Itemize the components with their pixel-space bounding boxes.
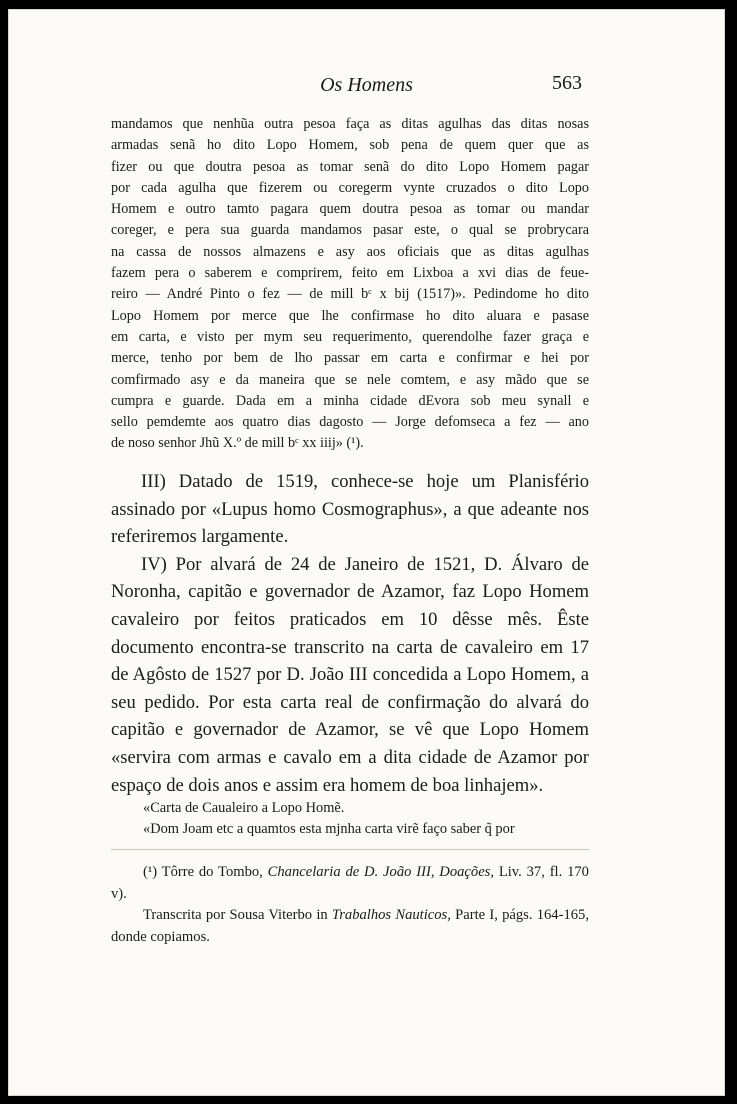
- page-number: 563: [552, 72, 582, 94]
- quote-line: reiro — André Pinto o fez — de mill bᶜ x bij (1517)». Pedindome ho dito: [111, 286, 589, 303]
- quote-line: por cada agulha que fizerem ou coregerm vynte cruzados o dito Lopo: [111, 179, 589, 196]
- footnote-divider: [111, 849, 589, 850]
- paragraph-iv: IV) Por alvará de 24 de Janeiro de 1521, D. Álvaro de Noronha, capitão e governador de Azamor, faz Lopo Homem cavaleiro por feitos praticados em 10 dêsse mês. Êste documento encontra-se transcrito na carta de cavaleiro em 17 de Agôsto de 1527 por D. João III concedida a Lopo Homem, a seu pedido. Por esta carta real de confirmação do alvará do capitão e governador de Azamor, se vê que Lopo Homem «servira com armas e cavalo em a dita cidade de Azamor por espaço de dois anos e assim era homem de boa linhajem».: [111, 553, 589, 796]
- page-header: [9, 72, 724, 102]
- footnote-1: [111, 862, 589, 905]
- quote-line: de noso senhor Jhũ X.º de mill bᶜ xx iiij» (¹).: [111, 435, 364, 452]
- document-page: [8, 9, 725, 1096]
- footnote-2-tail: Parte I, págs. 164-165, donde copiamos.: [111, 907, 589, 945]
- quoted-document-block: [111, 114, 589, 455]
- quote-line: em carta, e visto per mym seu requerimento, querendolhe fazer graça e: [111, 328, 589, 345]
- quote-line: comfirmado asy e da maneira que se nele comtem, e asy mãdo que se: [111, 371, 589, 388]
- quote-line: merce, tenho por bem de lho passar em carta e confirmar e hei por: [111, 350, 589, 367]
- quoted-charter-opening: [111, 798, 589, 840]
- charter-title-line: «Carta de Caualeiro a Lopo Homẽ.: [143, 800, 345, 816]
- quote-line: fizer ou que doutra pesoa as tomar senã do dito Lopo Homem pagar: [111, 158, 589, 175]
- quote-line: fazem pera o saberem e comprirem, feito em Lixboa a xvi dias de feue-: [111, 265, 589, 282]
- footnote-2-italic: Trabalhos Nauticos,: [331, 907, 451, 923]
- footnote-2-text: Transcrita por Sousa Viterbo in: [143, 907, 332, 923]
- quote-line: Lopo Homem por merce que lhe confirmase ho dito aluara e pasase: [111, 307, 589, 324]
- running-title: Os Homens: [320, 74, 413, 96]
- quote-line: coreger, e pera sua guarda mandamos pasar este, o qual se probrycara: [111, 222, 589, 239]
- footnote-1-italic: Chancelaria de D. João III, Doações,: [267, 864, 495, 880]
- quote-line: mandamos que nenhũa outra pesoa faça as ditas agulhas das ditas nosas: [111, 116, 589, 132]
- paragraph-iii: III) Datado de 1519, conhece-se hoje um Planisfério assinado por «Lupus homo Cosmographus», a que adeante nos referiremos largamente.: [111, 471, 589, 548]
- footnote-2: [111, 905, 589, 948]
- quote-line: cumpra e guarde. Dada em a minha cidade dEvora sob meu synall e: [111, 392, 589, 409]
- quote-line: sello pemdemte aos quatro dias dagosto — Jorge defomseca a fez — ano: [111, 414, 589, 431]
- footnote-1-tail: Liv. 37, fl. 170 v).: [111, 864, 589, 902]
- main-body-text: [111, 468, 589, 799]
- quote-line: na cassa de nossos almazens e asy aos oficiais que as ditas agulhas: [111, 243, 589, 260]
- charter-first-line: «Dom Joam etc a quamtos esta mjnha carta virẽ faço saber q̃ por: [143, 821, 515, 837]
- quote-line: armadas senã ho dito Lopo Homem, sob pena de quem quer que as: [111, 137, 589, 154]
- footnote-1-text: (¹) Tôrre do Tombo,: [143, 864, 268, 880]
- quote-line: Homem e outro tamto pagara quem doutra pesoa as tomar ou mandar: [111, 201, 589, 218]
- footnotes: [111, 862, 589, 948]
